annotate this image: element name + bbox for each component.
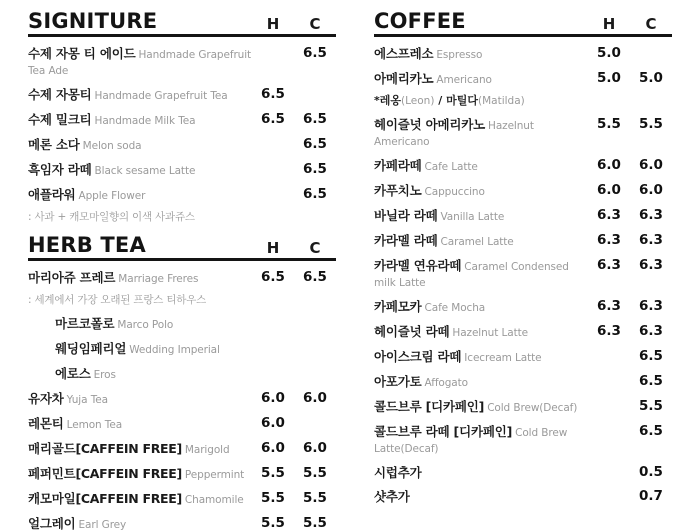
item-name <box>28 291 252 307</box>
menu-item-row <box>374 424 672 456</box>
item-name-english: Handmade Grapefruit Tea <box>94 90 228 103</box>
menu-item-row <box>28 270 336 286</box>
item-note-english-part: (Matilda) <box>477 95 525 108</box>
item-name-korean: 수제 자몽 티 에이드 <box>28 46 136 62</box>
item-price-cold: 6.3 <box>639 298 663 315</box>
item-price-cold: 6.5 <box>303 45 327 62</box>
item-name <box>374 158 588 174</box>
item-price-cold: 5.5 <box>303 490 327 507</box>
item-name-korean: 에스프레소 <box>374 46 434 62</box>
menu-item-row <box>28 291 336 307</box>
signiture-items <box>28 46 336 224</box>
menu-item-row <box>28 516 336 532</box>
item-price-hot: 5.0 <box>597 70 621 87</box>
item-name-english: Americano <box>436 74 492 87</box>
item-name <box>374 399 588 415</box>
item-price-cold: 0.7 <box>639 488 663 505</box>
item-name-korean: 샷추가 <box>374 489 410 505</box>
item-name-english: Cold Brew(Decaf) <box>487 402 578 415</box>
item-price-cold: 6.0 <box>303 390 327 407</box>
item-name <box>374 258 588 290</box>
item-name <box>28 112 252 128</box>
item-price-cold: 6.5 <box>303 186 327 203</box>
item-name-korean: 웨딩임페리얼 <box>55 341 127 357</box>
item-price-hot: 5.5 <box>261 490 285 507</box>
menu-item-row <box>374 71 672 87</box>
menu-item-row <box>374 158 672 174</box>
item-name <box>28 270 252 286</box>
item-price-hot: 5.5 <box>261 515 285 532</box>
item-name <box>28 87 252 103</box>
item-name <box>374 424 588 456</box>
item-name-korean: 카라멜 라떼 <box>374 233 438 249</box>
item-price-cold: 5.5 <box>639 398 663 415</box>
signiture-header <box>28 10 336 37</box>
item-caffein-free-tag: [CAFFEIN FREE] <box>75 491 182 507</box>
item-price-hot: 6.0 <box>261 415 285 432</box>
item-name-korean: 흑임자 라떼 <box>28 162 92 178</box>
menu-item-row <box>374 258 672 290</box>
item-name <box>374 208 588 224</box>
coffee-cold-column-label: C <box>645 15 657 34</box>
signiture-hot-column-label: H <box>266 15 280 34</box>
menu-item-row <box>28 46 336 78</box>
item-name-english: Marriage Freres <box>118 273 199 286</box>
item-note-korean-part: / 마틸다 <box>434 94 478 108</box>
item-name-korean: 수제 밀크티 <box>28 112 92 128</box>
item-name <box>374 183 588 199</box>
herb-tea-cold-column-label: C <box>309 239 321 258</box>
coffee-items <box>374 46 672 504</box>
item-name-english: Cafe Mocha <box>424 302 486 315</box>
item-caffein-free-tag: [CAFFEIN FREE] <box>75 441 182 457</box>
item-name-korean: 얼그레이 <box>28 516 76 532</box>
item-name <box>374 299 588 315</box>
item-price-hot: 6.3 <box>597 298 621 315</box>
signiture-cold-column-label: C <box>309 15 321 34</box>
menu-item-row <box>374 489 672 504</box>
item-price-cold: 6.0 <box>639 157 663 174</box>
item-price-cold: 6.3 <box>639 207 663 224</box>
herb-tea-hot-column-label: H <box>266 239 280 258</box>
item-price-hot: 6.0 <box>597 182 621 199</box>
item-name-korean: 페퍼민트 <box>28 466 76 482</box>
item-name-english: Handmade Grapefruit Tea Ade <box>28 49 252 78</box>
section-signiture <box>28 10 336 224</box>
item-price-hot: 6.3 <box>597 257 621 274</box>
item-name-korean: 콜드브루 [디카페인] <box>374 399 485 415</box>
item-name-english: Yuja Tea <box>66 394 108 407</box>
item-name-korean: 수제 자몽티 <box>28 87 92 103</box>
menu-item-row <box>28 391 336 407</box>
herb-tea-header <box>28 234 336 261</box>
item-name-english: Cappuccino <box>424 186 485 199</box>
menu-item-row <box>28 366 336 382</box>
item-price-cold: 6.5 <box>303 136 327 153</box>
menu-item-row <box>374 183 672 199</box>
item-name-korean: 카페라떼 <box>374 158 422 174</box>
menu-item-row <box>374 349 672 365</box>
menu-item-row <box>28 208 336 224</box>
item-price-hot: 6.3 <box>597 323 621 340</box>
item-name-korean: 메론 소다 <box>28 137 80 153</box>
item-name-korean: 매리골드 <box>28 441 76 457</box>
item-name <box>28 341 252 357</box>
item-name <box>28 516 252 532</box>
item-name-english: Espresso <box>436 49 483 62</box>
item-caffein-free-tag: [CAFFEIN FREE] <box>75 466 182 482</box>
item-name-korean: 마리아쥬 프레르 <box>28 270 116 286</box>
item-price-hot: 5.5 <box>597 116 621 133</box>
item-note-english-part: (Leon) <box>401 95 435 108</box>
item-name-english: Eros <box>93 369 116 382</box>
item-price-cold: 6.3 <box>639 232 663 249</box>
item-name-english: Earl Grey <box>78 519 127 532</box>
menu-item-row <box>28 491 336 507</box>
menu-item-row <box>374 299 672 315</box>
item-price-hot: 6.0 <box>261 390 285 407</box>
item-price-cold: 6.5 <box>639 373 663 390</box>
item-price-hot: 6.3 <box>597 232 621 249</box>
item-name <box>374 374 588 390</box>
item-name <box>28 441 252 457</box>
item-name <box>28 187 252 203</box>
item-note: : 세계에서 가장 오래된 프랑스 티하우스 <box>28 294 207 307</box>
menu-item-row <box>374 92 672 108</box>
item-name-korean: 아이스크림 라떼 <box>374 349 462 365</box>
item-name <box>28 208 252 224</box>
item-name-english: Handmade Milk Tea <box>94 115 196 128</box>
item-price-cold: 6.5 <box>303 111 327 128</box>
item-price-cold: 5.5 <box>303 515 327 532</box>
item-price-cold: 5.5 <box>639 116 663 133</box>
item-price-cold: 6.5 <box>639 348 663 365</box>
menu-item-row <box>374 324 672 340</box>
item-price-hot: 5.5 <box>261 465 285 482</box>
item-price-cold: 6.0 <box>303 440 327 457</box>
item-name <box>374 349 588 365</box>
item-name-korean: 애플라워 <box>28 187 76 203</box>
menu-item-row <box>28 137 336 153</box>
item-name-korean: 캐모마일 <box>28 491 76 507</box>
item-name-english: Melon soda <box>82 140 142 153</box>
menu-item-row <box>28 187 336 203</box>
coffee-header <box>374 10 672 37</box>
item-name-english: Chamomile <box>184 494 244 507</box>
menu-item-row <box>374 374 672 390</box>
item-name-korean: 콜드브루 라떼 [디카페인] <box>374 424 513 440</box>
item-price-hot: 5.0 <box>597 45 621 62</box>
item-name-korean: 카푸치노 <box>374 183 422 199</box>
item-price-cold: 0.5 <box>639 464 663 481</box>
item-name <box>374 46 588 62</box>
item-name <box>28 466 252 482</box>
item-note: : 사과 + 캐모마일향의 이색 사과쥬스 <box>28 211 195 224</box>
item-name-english: Icecream Latte <box>464 352 542 365</box>
item-name <box>28 46 252 78</box>
item-name-english: Black sesame Latte <box>94 165 196 178</box>
item-name-korean: 헤이즐넛 아메리카노 <box>374 117 486 133</box>
item-price-cold: 6.5 <box>303 269 327 286</box>
menu-left-column <box>28 9 336 532</box>
item-name <box>28 491 252 507</box>
item-name <box>374 324 588 340</box>
menu-item-row <box>374 208 672 224</box>
menu-item-row <box>28 87 336 103</box>
item-name-korean: 카페모카 <box>374 299 422 315</box>
menu-item-row <box>374 117 672 149</box>
item-name-korean: 마르코폴로 <box>55 316 115 332</box>
item-name-english: Hazelnut Americano <box>374 120 534 149</box>
item-name-english: Peppermint <box>184 469 245 482</box>
item-price-hot: 6.5 <box>261 86 285 103</box>
item-price-hot: 6.0 <box>261 440 285 457</box>
item-price-hot: 6.0 <box>597 157 621 174</box>
item-price-hot: 6.5 <box>261 269 285 286</box>
herb-tea-title: HERB TEA <box>28 233 146 258</box>
item-name-korean: 시럽추가 <box>374 465 422 481</box>
item-name-english: Caramel Condensed milk Latte <box>374 261 569 290</box>
item-price-cold: 6.3 <box>639 257 663 274</box>
item-name-english: Cafe Latte <box>424 161 478 174</box>
menu-item-row <box>28 466 336 482</box>
item-name-english: Marco Polo <box>117 319 174 332</box>
item-name-english: Marigold <box>184 444 230 457</box>
item-name-korean: 아메리카노 <box>374 71 434 87</box>
item-name <box>374 489 588 504</box>
item-price-cold: 6.5 <box>639 423 663 440</box>
menu-item-row <box>28 316 336 332</box>
menu-item-row <box>374 465 672 480</box>
item-name-english: Lemon Tea <box>66 419 123 432</box>
item-name-english: Hazelnut Latte <box>452 327 528 340</box>
item-price-cold: 6.5 <box>303 161 327 178</box>
item-note-korean-part: *레옹 <box>374 94 402 108</box>
item-name <box>28 416 252 432</box>
item-name <box>28 366 252 382</box>
menu-item-row <box>374 46 672 62</box>
item-name <box>28 162 252 178</box>
item-name-korean: 바닐라 라떼 <box>374 208 438 224</box>
item-name-korean: 카라멜 연유라떼 <box>374 258 462 274</box>
item-name-korean: 아포가토 <box>374 374 422 390</box>
item-name <box>28 316 252 332</box>
item-name <box>374 71 588 87</box>
herb-tea-items <box>28 270 336 532</box>
menu-item-row <box>374 233 672 249</box>
menu-item-row <box>374 399 672 415</box>
menu-right-column <box>374 9 672 505</box>
item-name-korean: 레몬티 <box>28 416 64 432</box>
item-name <box>28 137 252 153</box>
item-name-korean: 에로스 <box>55 366 91 382</box>
menu-item-row <box>28 162 336 178</box>
item-name-korean: 유자차 <box>28 391 64 407</box>
menu-item-row <box>28 416 336 432</box>
menu-item-row <box>28 341 336 357</box>
item-name <box>28 391 252 407</box>
item-price-cold: 5.5 <box>303 465 327 482</box>
item-price-cold: 6.3 <box>639 323 663 340</box>
item-name <box>374 233 588 249</box>
item-price-cold: 5.0 <box>639 70 663 87</box>
item-price-hot: 6.3 <box>597 207 621 224</box>
menu-item-row <box>28 112 336 128</box>
item-name-english: Vanilla Latte <box>440 211 505 224</box>
item-name-korean: 헤이즐넛 라떼 <box>374 324 450 340</box>
item-name-english: Apple Flower <box>78 190 146 203</box>
coffee-title: COFFEE <box>374 9 466 33</box>
signiture-title: SIGNITURE <box>28 9 158 33</box>
section-herb-tea <box>28 234 336 532</box>
item-name-english: Wedding Imperial <box>129 344 220 357</box>
item-name <box>374 465 588 480</box>
item-price-hot: 6.5 <box>261 111 285 128</box>
coffee-hot-column-label: H <box>602 15 616 34</box>
item-name <box>374 117 588 149</box>
item-name-english: Cold Brew Latte(Decaf) <box>374 427 568 456</box>
item-name-english: Affogato <box>424 377 468 390</box>
item-price-cold: 6.0 <box>639 182 663 199</box>
item-name <box>374 92 588 108</box>
menu-item-row <box>28 441 336 457</box>
item-name-english: Caramel Latte <box>440 236 514 249</box>
section-coffee <box>374 10 672 504</box>
